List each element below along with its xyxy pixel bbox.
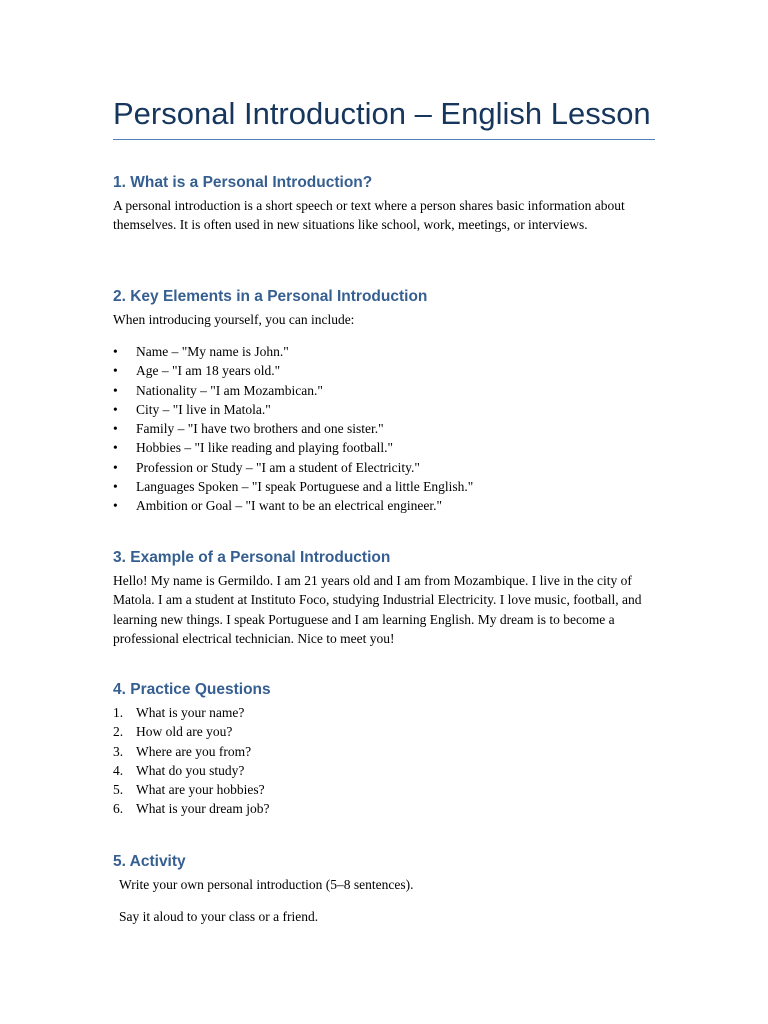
section1-heading: 1. What is a Personal Introduction?	[113, 174, 373, 191]
list-item-text: What is your dream job?	[136, 801, 270, 817]
bullet-icon: •	[113, 479, 118, 495]
section2-intro: When introducing yourself, you can include:	[113, 312, 355, 327]
section4-heading: 4. Practice Questions	[113, 681, 271, 698]
list-item-text: Family – "I have two brothers and one sister."	[136, 421, 384, 437]
list-number: 3.	[113, 743, 124, 759]
activity-instruction-2: Say it aloud to your class or a friend.	[119, 909, 319, 924]
list-item	[113, 761, 269, 780]
section3-paragraph: Hello! My name is Germildo. I am 21 years old and I am from Mozambique. I live in the city of Matola. I am a student at Instituto Foco, studying Industrial Electricity. I love music, football, and learning new things. I speak Portuguese and I am learning English. My dream is to become a professional electrical technician. Nice to meet you!	[113, 573, 642, 646]
list-item	[113, 342, 473, 361]
section1-paragraph: A personal introduction is a short speech or text where a person shares basic information about themselves. It is often used in new situations like school, work, meetings, or interviews.	[113, 198, 625, 233]
list-item	[113, 703, 269, 722]
bullet-icon: •	[113, 382, 118, 398]
list-item-text: Languages Spoken – "I speak Portuguese and a little English."	[136, 479, 474, 495]
section5-heading: 5. Activity	[113, 853, 186, 870]
bullet-icon: •	[113, 498, 118, 514]
key-elements-list	[113, 342, 473, 516]
list-item-text: What is your name?	[136, 705, 245, 720]
list-item	[113, 722, 269, 741]
bullet-icon: •	[113, 440, 118, 456]
activity-instruction-1: Write your own personal introduction (5–8 sentences).	[119, 877, 414, 892]
bullet-icon: •	[113, 421, 118, 437]
bullet-icon: •	[113, 363, 118, 379]
list-item-text: How old are you?	[136, 724, 233, 740]
title-underline	[113, 139, 655, 140]
list-item	[113, 496, 473, 515]
list-item-text: Age – "I am 18 years old."	[136, 363, 281, 379]
list-item	[113, 438, 473, 457]
list-item	[113, 381, 473, 400]
list-item	[113, 458, 473, 477]
bullet-icon: •	[113, 401, 118, 417]
list-item	[113, 361, 473, 380]
list-item	[113, 477, 473, 496]
list-item-text: What are your hobbies?	[136, 782, 265, 798]
list-item-text: Nationality – "I am Mozambican."	[136, 382, 323, 398]
page-title: Personal Introduction – English Lesson	[113, 96, 651, 131]
list-number: 2.	[113, 724, 124, 740]
list-item	[113, 742, 269, 761]
list-item-text: Where are you from?	[136, 743, 252, 759]
list-number: 4.	[113, 762, 124, 778]
bullet-icon: •	[113, 459, 118, 475]
practice-questions-list	[113, 703, 269, 819]
list-item-text: Ambition or Goal – "I want to be an electrical engineer."	[136, 498, 443, 514]
list-item	[113, 400, 473, 419]
section2-heading: 2. Key Elements in a Personal Introduction	[113, 288, 428, 305]
list-number: 5.	[113, 782, 124, 798]
list-item-text: What do you study?	[136, 762, 245, 778]
list-item	[113, 419, 473, 438]
list-item-text: Name – "My name is John."	[136, 344, 289, 359]
list-item	[113, 780, 269, 799]
list-item	[113, 799, 269, 818]
list-item-text: Profession or Study – "I am a student of Electricity."	[136, 459, 420, 475]
list-number: 6.	[113, 801, 124, 817]
list-number: 1.	[113, 705, 124, 720]
list-item-text: City – "I live in Matola."	[136, 401, 271, 417]
section3-heading: 3. Example of a Personal Introduction	[113, 549, 391, 566]
list-item-text: Hobbies – "I like reading and playing football."	[136, 440, 393, 456]
bullet-icon: •	[113, 344, 118, 359]
